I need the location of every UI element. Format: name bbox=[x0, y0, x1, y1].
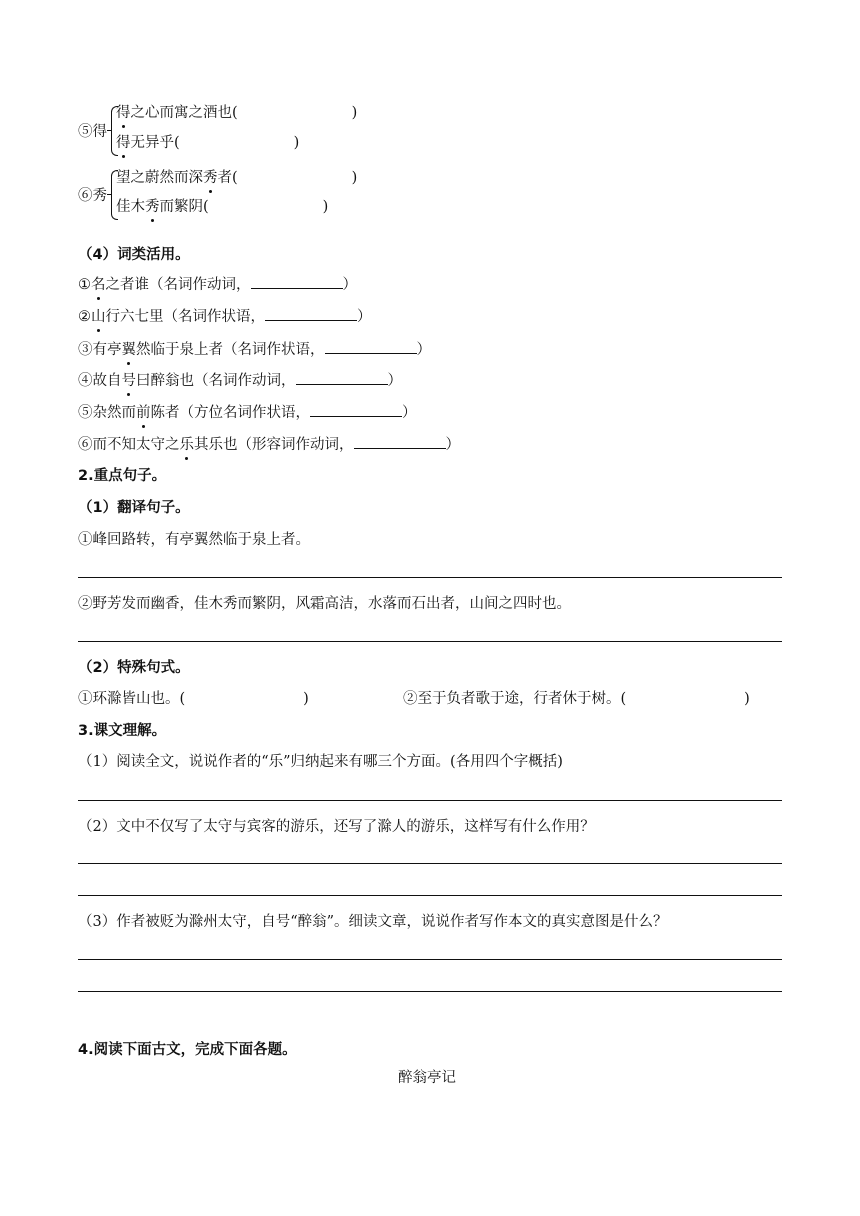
answer-blank[interactable] bbox=[310, 402, 402, 417]
polysemy-line-de-1: 得之心而寓之酒也( ) bbox=[116, 105, 358, 121]
question-1: （1）阅读全文，说说作者的“乐”归纳起来有哪三个方面。(各用四个字概括) bbox=[78, 754, 563, 770]
polysemy-label-de: ⑤得 bbox=[78, 124, 107, 140]
answer-line[interactable] bbox=[78, 959, 782, 960]
question-3: （3）作者被贬为滁州太守，自号“醉翁”。细读文章，说说作者写作本文的真实意图是什么？ bbox=[78, 914, 668, 930]
polysemy-label-xiu: ⑥秀 bbox=[78, 188, 107, 204]
heading-comprehension: 3.课文理解。 bbox=[78, 723, 167, 739]
answer-line[interactable] bbox=[78, 641, 782, 642]
polysemy-line-de-2: 得无异乎( ) bbox=[116, 135, 300, 151]
answer-blank[interactable] bbox=[354, 434, 446, 449]
answer-blank[interactable] bbox=[251, 274, 343, 289]
answer-line[interactable] bbox=[78, 577, 782, 578]
subheading-translate: （1）翻译句子。 bbox=[78, 500, 190, 516]
translate-sentence-2: ②野芳发而幽香，佳木秀而繁阴，风霜高洁，水落而石出者，山间之四时也。 bbox=[78, 596, 571, 612]
answer-line[interactable] bbox=[78, 895, 782, 896]
polysemy-line-xiu-2: 佳木秀而繁阴( ) bbox=[116, 199, 329, 215]
subheading-special-syntax: （2）特殊句式。 bbox=[78, 660, 190, 676]
word-class-item-2: ②山行六七里（名词作状语， ） bbox=[78, 306, 372, 327]
word-class-item-6: ⑥而不知太守之乐其乐也（形容词作动词， ） bbox=[78, 434, 460, 455]
answer-blank[interactable] bbox=[265, 306, 357, 321]
answer-line[interactable] bbox=[78, 800, 782, 801]
special-syntax-1: ①环滁皆山也。( ) bbox=[78, 691, 309, 707]
brace-tip-de bbox=[107, 130, 111, 131]
answer-blank[interactable] bbox=[325, 339, 417, 354]
heading-reading: 4.阅读下面古文，完成下面各题。 bbox=[78, 1042, 297, 1058]
word-class-item-3: ③有亭翼然临于泉上者（名词作状语， ） bbox=[78, 339, 431, 360]
section-title-word-class: （4）词类活用。 bbox=[78, 247, 190, 263]
word-class-item-5: ⑤杂然而前陈者（方位名词作状语， ） bbox=[78, 402, 417, 423]
heading-key-sentences: 2.重点句子。 bbox=[78, 468, 167, 484]
word-class-item-4: ④故自号曰醉翁也（名词作动词， ） bbox=[78, 370, 402, 391]
passage-title: 醉翁亭记 bbox=[398, 1070, 456, 1086]
polysemy-line-xiu-1: 望之蔚然而深秀者( ) bbox=[116, 170, 358, 186]
special-syntax-2: ②至于负者歌于途，行者休于树。( ) bbox=[403, 691, 750, 707]
translate-sentence-1: ①峰回路转，有亭翼然临于泉上者。 bbox=[78, 532, 310, 548]
answer-line[interactable] bbox=[78, 991, 782, 992]
brace-tip-xiu bbox=[107, 194, 111, 195]
question-2: （2）文中不仅写了太守与宾客的游乐，还写了滁人的游乐，这样写有什么作用？ bbox=[78, 819, 595, 835]
word-class-item-1: ①名之者谁（名词作动词， ） bbox=[78, 274, 357, 295]
answer-line[interactable] bbox=[78, 863, 782, 864]
answer-blank[interactable] bbox=[296, 370, 388, 385]
